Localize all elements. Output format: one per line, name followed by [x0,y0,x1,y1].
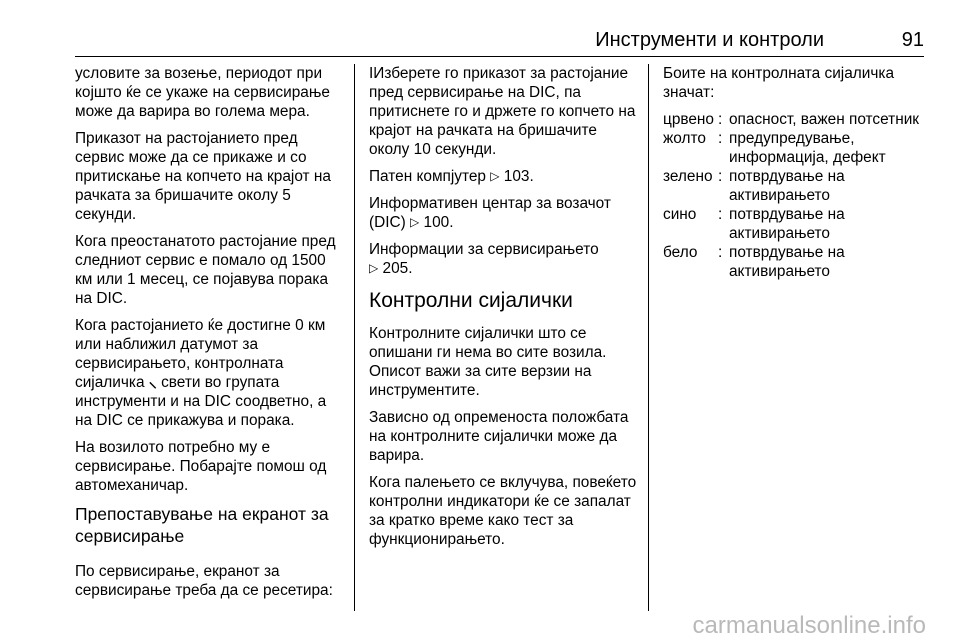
column-left [75,64,345,608]
color-name: бело [663,244,698,261]
watermark: carmanualsonline.info [692,612,926,639]
color-meaning-table [663,110,933,281]
color-meaning: потврдување на активирањето [729,244,845,280]
color-meaning: предупредување, информација, дефект [729,130,886,166]
color-name: зелено [663,168,713,185]
wrench-icon: ⸜ [148,374,157,391]
paragraph: Боите на контролната сијаличка значат: [663,65,895,101]
separator: : [718,168,723,185]
paragraph-text: свети во групата инструменти и на DIC соодветно, а на DIC се прикажува и порака. [75,374,327,429]
separator: : [718,206,723,223]
color-row [663,205,933,243]
cross-reference [369,194,637,232]
color-name: жолто [663,130,706,147]
column-middle [369,64,637,557]
color-meaning: потврдување на активирањето [729,168,845,204]
paragraph [75,316,345,430]
color-row [663,129,933,167]
reference-text: Патен компјутер [369,168,491,185]
paragraph: Кога преостанатото растојание пред следниот сервис е помало од 1500 км или 1 месец, се појавува порака на DIC. [75,233,336,307]
separator: : [718,130,723,147]
page-number: 91 [901,29,924,51]
reference-text: Информации за сервисирањето [369,241,599,258]
column-divider-1 [354,64,355,611]
paragraph: Приказот на растојанието пред сервис може да се прикаже и со притискање на копчето на крајот на рачката за бришачите околу 5 секунди. [75,130,331,223]
paragraph: Контролните сијалички што се опишани ги нема во сите возила. Описот важи за сите верзии на инструментите. [369,325,607,399]
paragraph-text: Кога растојанието ќе достигне 0 км или наближил датумот за сервисирањето, контролната сијаличка [75,317,326,391]
color-name: сино [663,206,697,223]
reference-page: 205. [378,260,413,277]
section-heading: Контролни сијалички [369,289,573,312]
color-row [663,110,933,129]
page-header [0,0,960,56]
paragraph: На возилото потребно му е сервисирање. Побарајте помош од автомеханичар. [75,439,327,494]
page-reference-icon: ▷ [490,169,500,183]
color-row [663,167,933,205]
paragraph: По сервисирање, екранот за сервисирање треба да се ресетира: [75,563,333,599]
reference-page: 100. [419,214,454,231]
cross-reference [369,240,637,278]
header-rule [75,56,924,57]
page-reference-icon: ▷ [410,215,420,229]
page-reference-icon: ▷ [369,261,379,275]
color-meaning: потврдување на активирањето [729,206,845,242]
column-divider-2 [648,64,649,611]
paragraph: IИзберете го приказот за растојание пред сервисирање на DIC, па притиснете го и држете го копчето на крајот на рачката на бришачите околу 10 секунди. [369,65,636,158]
separator: : [718,244,723,261]
section-heading: Препоставување на екранот за сервисирање [75,504,329,546]
reference-text: Информативен центар за возачот (DIC) [369,195,611,231]
column-right [663,64,933,281]
paragraph: Зависно од опременоста положбата на контролните сијалички може да варира. [369,409,629,464]
cross-reference [369,167,637,186]
color-name: црвено [663,111,714,128]
section-title: Инструменти и контроли [595,29,824,51]
color-meaning: опасност, важен потсетник [729,111,920,128]
separator: : [718,111,723,128]
paragraph: условите за возење, периодот при којшто ќе се укаже на сервисирање може да варира во голема мера. [75,65,330,120]
reference-page: 103. [499,168,534,185]
paragraph: Кога палењето се вклучува, повеќето контролни индикатори ќе се запалат за кратко време како тест за функционирањето. [369,474,637,548]
color-row [663,243,933,281]
